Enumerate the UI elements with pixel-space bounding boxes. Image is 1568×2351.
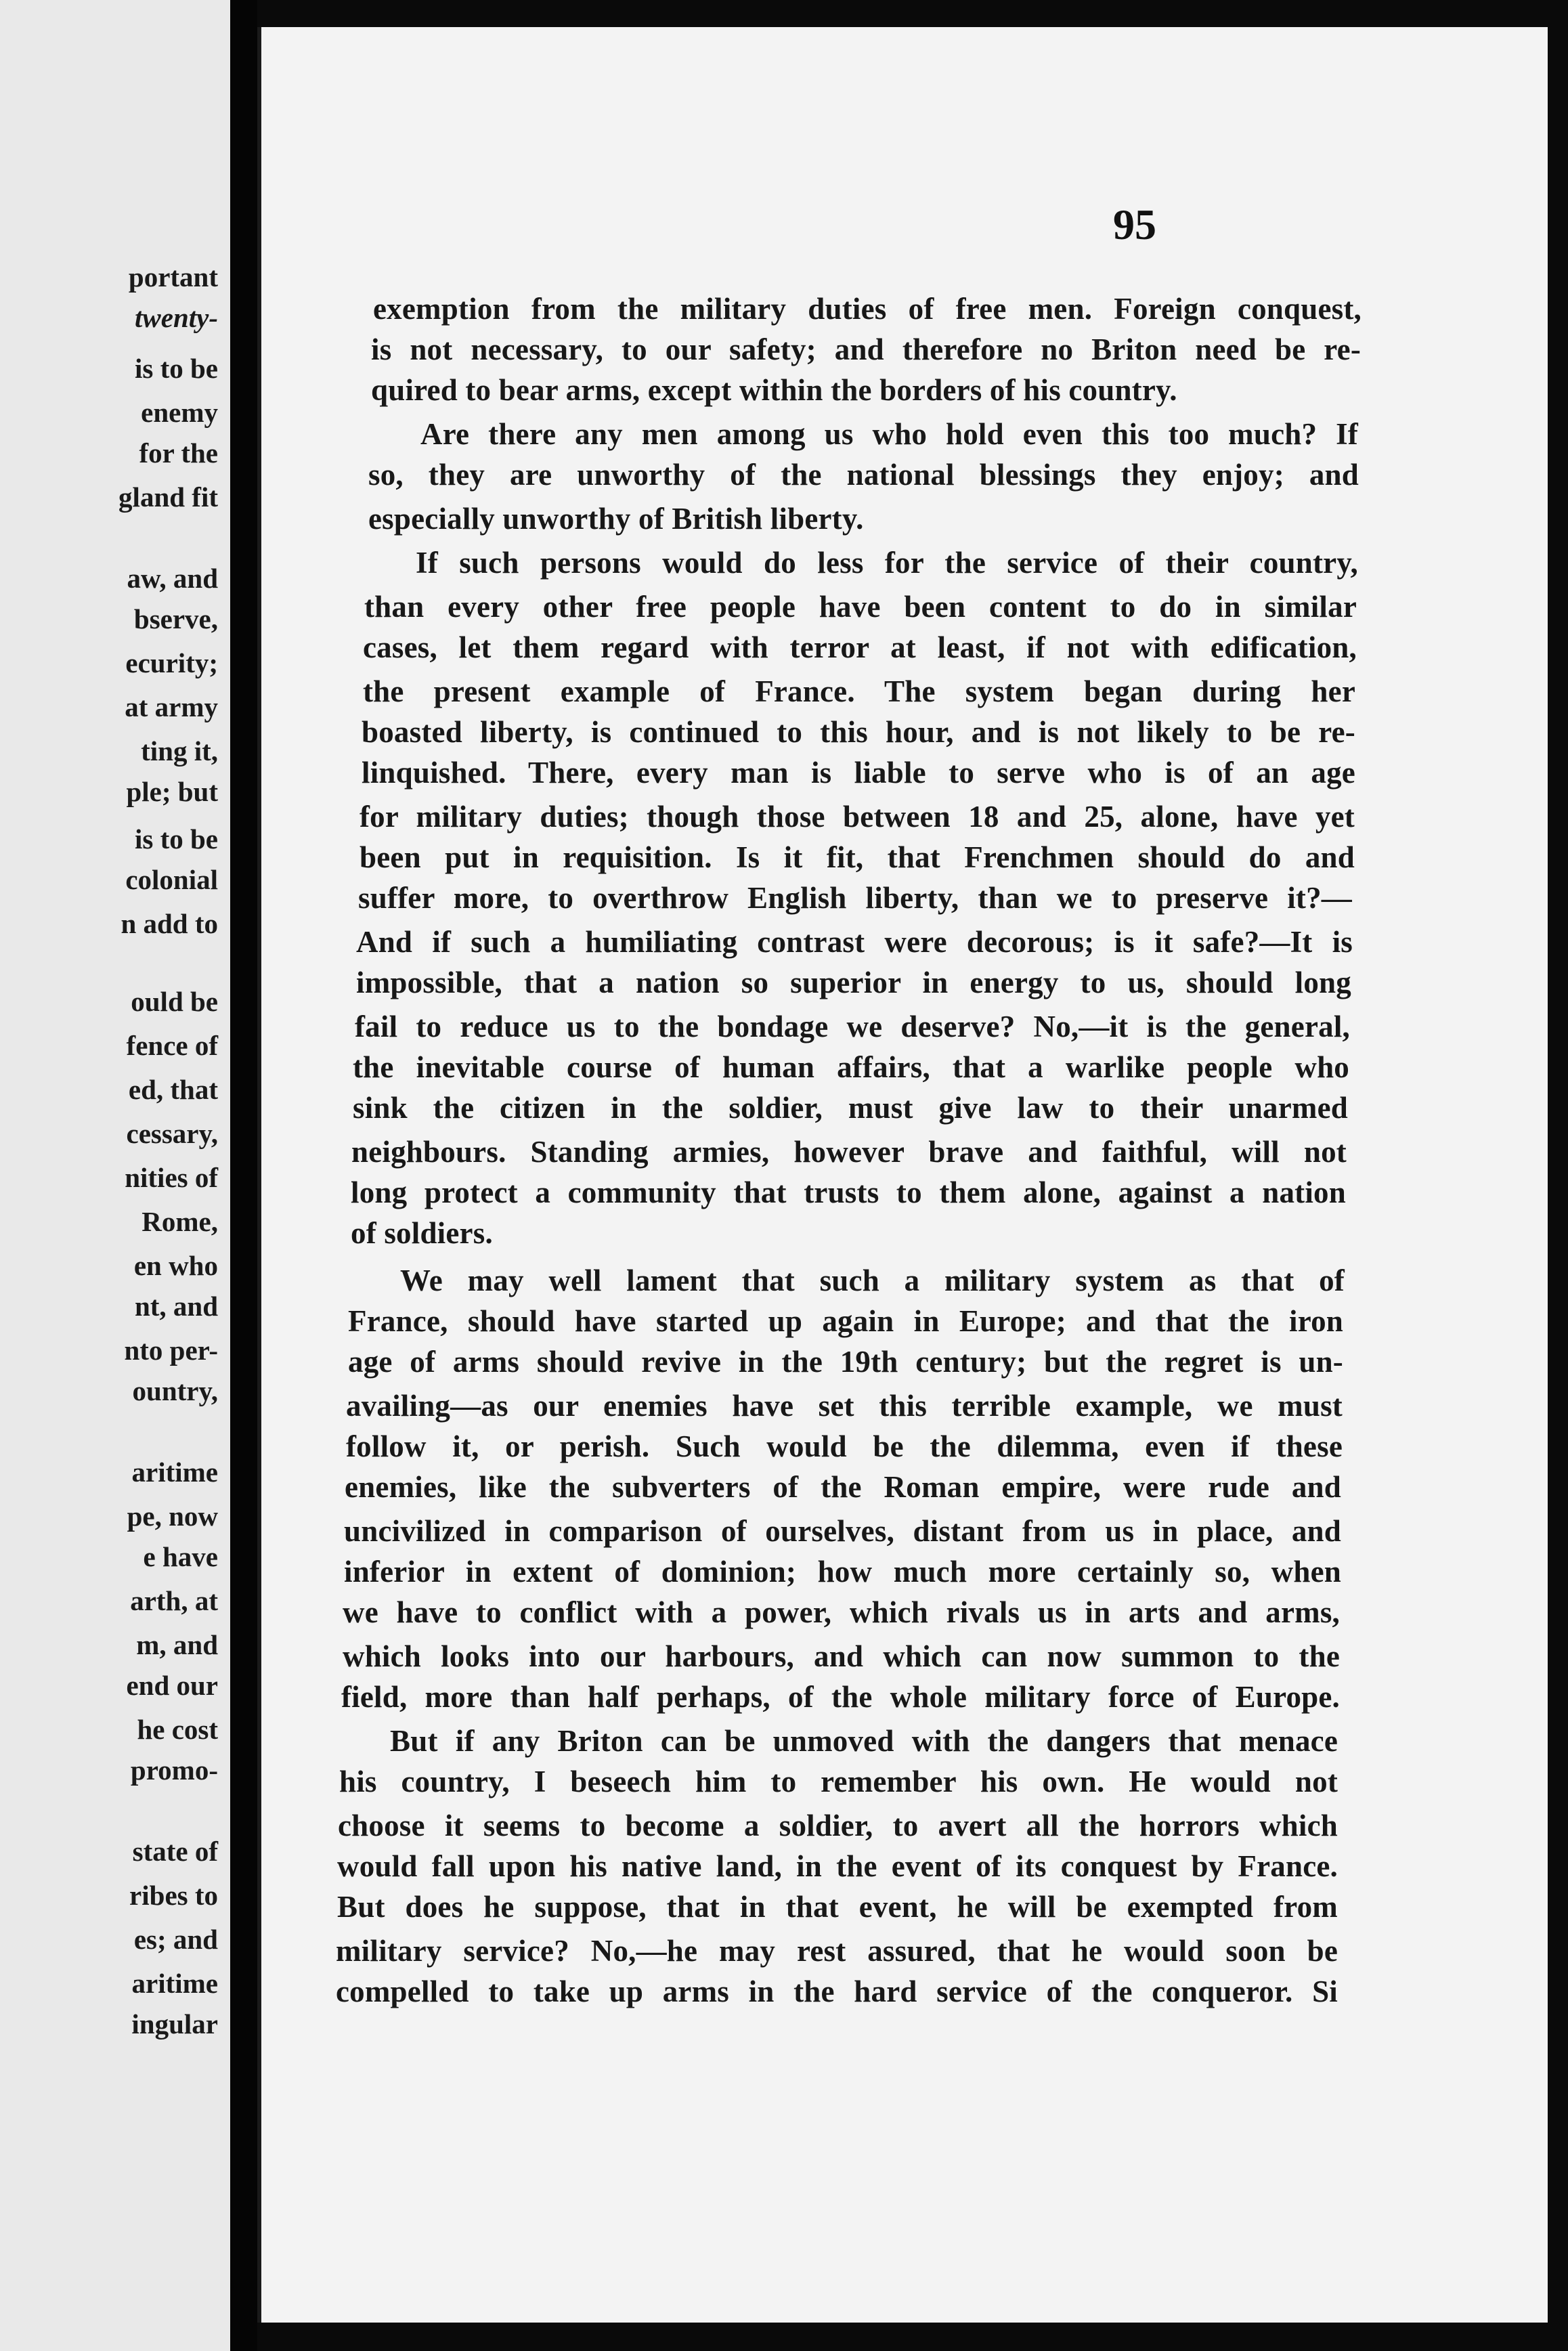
previous-page-line: fence of [126, 1030, 218, 1061]
previous-page-line: arth, at [130, 1585, 218, 1616]
previous-page-line: twenty- [135, 302, 218, 333]
page-gutter [230, 0, 257, 2351]
body-text-line: But does he suppose, that in that event, he will be exempted from [337, 1890, 1338, 1924]
body-text-line: We may well lament that such a military system as that of [400, 1264, 1345, 1297]
previous-page-line: pe, now [127, 1501, 218, 1532]
body-text-line: so, they are unworthy of the national blessings they enjoy; and [368, 458, 1359, 492]
body-text-line: France, should have started up again in Europe; and that the iron [348, 1304, 1343, 1338]
body-text-line: age of arms should revive in the 19th century; but the regret is un- [348, 1345, 1343, 1379]
previous-page-line: ed, that [128, 1074, 218, 1105]
body-text-line: neighbours. Standing armies, however brave and faithful, will not [351, 1135, 1347, 1169]
body-text-line: uncivilized in comparison of ourselves, distant from us in place, and [344, 1514, 1341, 1548]
previous-page-line: aritime [131, 1968, 218, 1999]
previous-page-line: for the [139, 437, 218, 469]
book-page [257, 27, 1548, 2323]
previous-page-line: he cost [137, 1714, 218, 1745]
page-number: 95 [1113, 200, 1156, 249]
body-text-line: enemies, like the subverters of the Roman empire, were rude and [345, 1470, 1341, 1504]
previous-page-line: enemy [141, 397, 218, 428]
previous-page-line: ting it, [141, 735, 218, 767]
previous-page-line: state of [132, 1836, 218, 1867]
previous-page-line: en who [133, 1250, 218, 1281]
body-text-line: his country, I beseech him to remember his own. He would not [339, 1765, 1338, 1798]
previous-page-line: ple; but [126, 776, 218, 807]
previous-page-line: ribes to [129, 1880, 218, 1911]
previous-page-line: ecurity; [125, 647, 218, 678]
previous-page-line: aritime [131, 1457, 218, 1488]
body-text-line: of soldiers. [351, 1216, 493, 1250]
body-text-line: linquished. There, every man is liable to serve who is of an age [362, 756, 1355, 790]
previous-page-line: aw, and [127, 563, 218, 594]
body-text-line: But if any Briton can be unmoved with the dangers that menace [390, 1724, 1338, 1758]
previous-page-line: is to be [135, 353, 218, 384]
body-text-line: which looks into our harbours, and which can now summon to the [343, 1639, 1340, 1673]
body-text-line: If such persons would do less for the service of their country, [416, 546, 1358, 580]
body-text-line: long protect a community that trusts to them alone, against a nation [351, 1176, 1346, 1209]
body-text-line: cases, let them regard with terror at least, if not with edification, [363, 630, 1357, 664]
previous-page-line: at army [125, 691, 218, 722]
body-text-line: inferior in extent of dominion; how much more certainly so, when [344, 1555, 1341, 1589]
body-text-line: than every other free people have been content to do in similar [364, 590, 1357, 624]
body-text-line: choose it seems to become a soldier, to avert all the horrors which [338, 1809, 1338, 1842]
previous-page-line: colonial [125, 864, 218, 895]
body-text-line: especially unworthy of British liberty. [368, 502, 864, 536]
previous-page-line: bserve, [133, 603, 218, 634]
body-text-line: And if such a humiliating contrast were decorous; is it safe?—It is [356, 925, 1353, 959]
body-text-line: the present example of France. The system began during her [363, 674, 1355, 708]
previous-page-line: ountry, [132, 1375, 218, 1406]
previous-page-line: gland fit [118, 481, 218, 513]
body-text-line: would fall upon his native land, in the event of its conquest by France. [337, 1849, 1338, 1883]
body-text-line: sink the citizen in the soldier, must give law to their unarmed [353, 1091, 1348, 1125]
previous-page-line: Rome, [141, 1206, 218, 1237]
body-text-line: fail to reduce us to the bondage we deserve? No,—it is the general, [355, 1010, 1350, 1043]
body-text-line: Are there any men among us who hold even this too much? If [420, 417, 1358, 451]
previous-page-line: nities of [125, 1162, 218, 1193]
body-text-line: been put in requisition. Is it fit, that Frenchmen should do and [360, 840, 1355, 874]
previous-page-line: is to be [135, 823, 218, 855]
body-text-line: quired to bear arms, except within the borders of his country. [371, 373, 1177, 407]
previous-page-line: m, and [136, 1629, 218, 1660]
previous-page-line: e have [143, 1541, 218, 1572]
body-text-line: impossible, that a nation so superior in energy to us, should long [356, 966, 1351, 999]
body-text-line: the inevitable course of human affairs, that a warlike people who [353, 1050, 1349, 1084]
body-text-line: compelled to take up arms in the hard service of the conqueror. Si [336, 1975, 1338, 2008]
previous-page-line: ingular [131, 2008, 218, 2040]
previous-page-line: nto per- [124, 1335, 218, 1366]
previous-page-line: nt, and [134, 1291, 218, 1322]
body-text-line: availing—as our enemies have set this terrible example, we must [346, 1389, 1343, 1423]
body-text-line: for military duties; though those between 18 and 25, alone, have yet [360, 800, 1355, 834]
previous-page-edge [0, 0, 230, 2351]
body-text-line: suffer more, to overthrow English liberty, than we to preserve it?— [358, 881, 1352, 915]
body-text-line: field, more than half perhaps, of the whole military force of Europe. [341, 1680, 1340, 1714]
previous-page-line: es; and [133, 1924, 218, 1955]
body-text-line: military service? No,—he may rest assured, that he would soon be [336, 1934, 1338, 1968]
body-text-line: exemption from the military duties of free men. Foreign conquest, [373, 292, 1362, 326]
previous-page-line: n add to [121, 908, 218, 939]
previous-page-line: promo- [130, 1754, 218, 1786]
previous-page-line: cessary, [126, 1118, 218, 1149]
previous-page-line: ould be [131, 986, 218, 1017]
previous-page-line: portant [128, 261, 218, 293]
body-text-line: we have to conflict with a power, which rivals us in arts and arms, [343, 1595, 1340, 1629]
body-text-line: follow it, or perish. Such would be the dilemma, even if these [346, 1429, 1343, 1463]
body-text-line: boasted liberty, is continued to this hour, and is not likely to be re- [362, 715, 1355, 749]
previous-page-line: end our [126, 1670, 218, 1701]
body-text-line: is not necessary, to our safety; and therefore no Briton need be re- [371, 332, 1361, 366]
